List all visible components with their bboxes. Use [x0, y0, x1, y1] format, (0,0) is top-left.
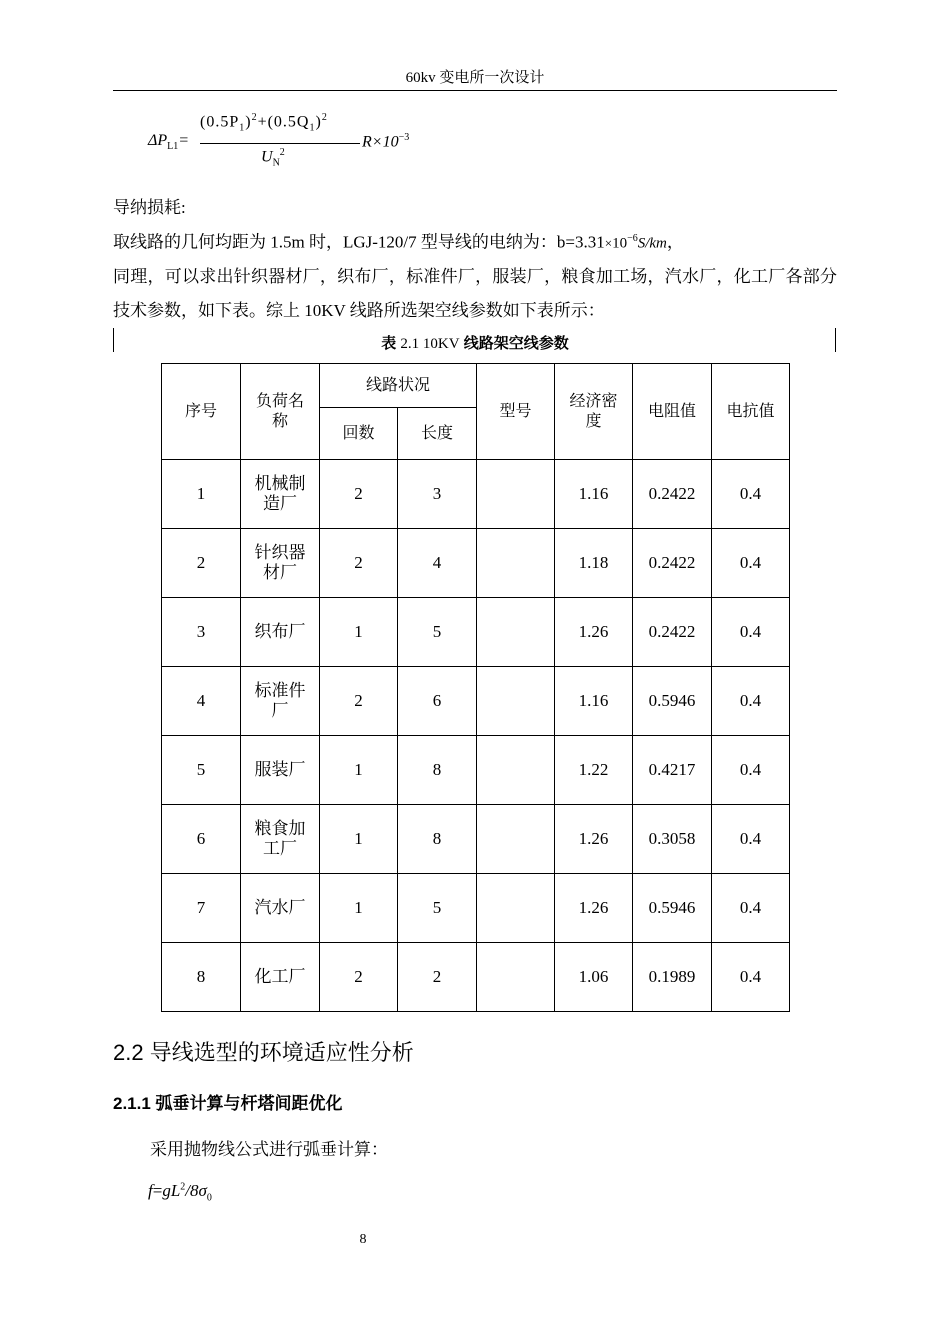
formula-rhs-text: R×10	[362, 133, 399, 151]
cell-circuits: 1	[320, 736, 398, 805]
cell-length: 5	[398, 874, 477, 943]
sag-formula-lhs: f	[148, 1181, 153, 1200]
cell-model	[477, 943, 555, 1012]
formula-term-a: (0.5P	[200, 113, 240, 131]
formula-rhs-sup: −3	[398, 132, 410, 143]
cell-index: 8	[162, 943, 241, 1012]
formula-term-b-sup: 2	[321, 112, 328, 123]
header-resistance: 电阻值	[633, 364, 712, 460]
formula-sub: L1	[167, 141, 179, 153]
cell-circuits: 1	[320, 598, 398, 667]
formula-plus: +	[257, 113, 268, 131]
table-row	[162, 529, 790, 598]
cell-model	[477, 736, 555, 805]
formula-term-a-sub: 1	[239, 122, 246, 134]
cell-model	[477, 667, 555, 736]
cell-name: 服装厂	[241, 736, 320, 805]
formula-den-sub: N	[272, 157, 280, 169]
header-index: 序号	[162, 364, 241, 460]
cell-resistance: 0.2422	[633, 598, 712, 667]
fraction-line	[200, 143, 360, 144]
sag-formula-sup: 2	[180, 1181, 186, 1193]
table-row	[162, 805, 790, 874]
page-number: 8	[359, 1232, 367, 1247]
susceptance-text: 取线路的几何均距为 1.5m 时，LGJ-120/7 型导线的电纳为：b=3.31	[113, 232, 605, 252]
subsection-heading: 2.1.1 弧垂计算与杆塔间距优化	[113, 1094, 343, 1113]
formula-den-symbol: U	[261, 148, 273, 166]
header-line-status: 线路状况	[320, 364, 477, 408]
sag-formula-sub: 0	[206, 1192, 212, 1204]
table-row	[162, 667, 790, 736]
table-row	[162, 874, 790, 943]
cell-resistance: 0.4217	[633, 736, 712, 805]
cell-density: 1.22	[555, 736, 633, 805]
cell-circuits: 1	[320, 805, 398, 874]
page-header: 60kv 变电所一次设计	[405, 70, 545, 86]
cell-reactance: 0.4	[712, 805, 790, 874]
table-row	[162, 943, 790, 1012]
formula-numerator	[200, 112, 328, 134]
intro-sentence: 采用抛物线公式进行弧垂计算：	[150, 1140, 388, 1159]
cell-density: 1.26	[555, 598, 633, 667]
cell-index: 7	[162, 874, 241, 943]
cell-length: 8	[398, 805, 477, 874]
cell-reactance: 0.4	[712, 667, 790, 736]
cell-resistance: 0.3058	[633, 805, 712, 874]
cell-density: 1.26	[555, 874, 633, 943]
cell-density: 1.16	[555, 460, 633, 529]
header-reactance: 电抗值	[712, 364, 790, 460]
cell-length: 6	[398, 667, 477, 736]
cell-model	[477, 529, 555, 598]
formula-symbol: ΔP	[148, 132, 168, 149]
susceptance-exp: −6	[627, 233, 638, 244]
line-parameters-table	[161, 363, 790, 1012]
cell-length: 8	[398, 736, 477, 805]
cell-density: 1.18	[555, 529, 633, 598]
table-row	[162, 598, 790, 667]
header-rule	[113, 90, 837, 91]
table-caption	[113, 332, 837, 353]
table-row	[162, 736, 790, 805]
cell-length: 5	[398, 598, 477, 667]
cell-density: 1.16	[555, 667, 633, 736]
susceptance-end: ，	[666, 232, 684, 252]
section-heading: 2.2 导线选型的环境适应性分析	[113, 1040, 414, 1065]
cell-length: 2	[398, 943, 477, 1012]
cell-model	[477, 460, 555, 529]
cell-index: 5	[162, 736, 241, 805]
cell-reactance: 0.4	[712, 943, 790, 1012]
cell-reactance: 0.4	[712, 874, 790, 943]
cell-model	[477, 805, 555, 874]
cell-resistance: 0.5946	[633, 874, 712, 943]
sag-formula-div: /8σ	[185, 1181, 207, 1200]
susceptance-base: 10	[612, 235, 628, 252]
cell-circuits: 2	[320, 460, 398, 529]
cell-length: 4	[398, 529, 477, 598]
cell-index: 3	[162, 598, 241, 667]
cell-reactance: 0.4	[712, 529, 790, 598]
cell-model	[477, 598, 555, 667]
cell-reactance: 0.4	[712, 736, 790, 805]
table-row	[162, 460, 790, 529]
cell-name: 粮食加工厂	[241, 805, 320, 874]
cell-name: 针织器材厂	[241, 529, 320, 598]
cell-resistance: 0.2422	[633, 460, 712, 529]
cell-name: 汽水厂	[241, 874, 320, 943]
formula-den-sup: 2	[279, 147, 285, 158]
formula-rhs	[362, 132, 409, 151]
formula-term-a-close: )	[245, 113, 252, 131]
header-econ-density: 经济密度	[555, 364, 633, 460]
cell-circuits: 2	[320, 667, 398, 736]
sag-formula-eq: =	[152, 1181, 163, 1200]
intro-paragraph: 同理，可以求出针织器材厂，织布厂，标准件厂，服装厂，粮食加工场，汽水厂，化工厂各部分技术参数，如下表。综上 10KV 线路所选架空线参数如下表所示：	[113, 267, 837, 320]
cell-density: 1.26	[555, 805, 633, 874]
cell-circuits: 1	[320, 874, 398, 943]
cell-name: 机械制造厂	[241, 460, 320, 529]
formula-term-a-sup: 2	[251, 112, 258, 123]
cell-length: 3	[398, 460, 477, 529]
header-length: 长度	[398, 408, 477, 460]
table-body	[162, 460, 790, 1012]
susceptance-line	[113, 228, 684, 255]
cell-reactance: 0.4	[712, 460, 790, 529]
cell-index: 4	[162, 667, 241, 736]
formula-denominator	[261, 147, 285, 169]
formula-term-b: (0.5Q	[267, 113, 310, 131]
susceptance-label: 导纳损耗:	[113, 198, 186, 217]
cell-model	[477, 874, 555, 943]
formula-lhs	[148, 132, 189, 152]
cell-resistance: 0.5946	[633, 667, 712, 736]
cell-name: 标准件厂	[241, 667, 320, 736]
formula-term-b-sub: 1	[309, 122, 316, 134]
sag-formula	[148, 1181, 212, 1203]
cell-resistance: 0.1989	[633, 943, 712, 1012]
cell-name: 化工厂	[241, 943, 320, 1012]
formula-equals: =	[178, 132, 190, 149]
susceptance-times: ×	[604, 235, 613, 251]
caption-prefix: 表	[381, 335, 397, 352]
cell-circuits: 2	[320, 529, 398, 598]
susceptance-unit: S/km	[637, 235, 667, 252]
header-model: 型号	[477, 364, 555, 460]
cell-resistance: 0.2422	[633, 529, 712, 598]
cell-name: 织布厂	[241, 598, 320, 667]
cell-reactance: 0.4	[712, 598, 790, 667]
cell-index: 1	[162, 460, 241, 529]
cell-index: 2	[162, 529, 241, 598]
header-circuits: 回数	[320, 408, 398, 460]
caption-text: 线路架空线参数	[463, 335, 569, 352]
sag-formula-gl: gL	[162, 1181, 181, 1200]
formula-term-b-close: )	[315, 113, 322, 131]
header-load-name: 负荷名称	[241, 364, 320, 460]
cell-index: 6	[162, 805, 241, 874]
cell-circuits: 2	[320, 943, 398, 1012]
cell-density: 1.06	[555, 943, 633, 1012]
caption-number: 2.1 10KV	[400, 336, 460, 352]
